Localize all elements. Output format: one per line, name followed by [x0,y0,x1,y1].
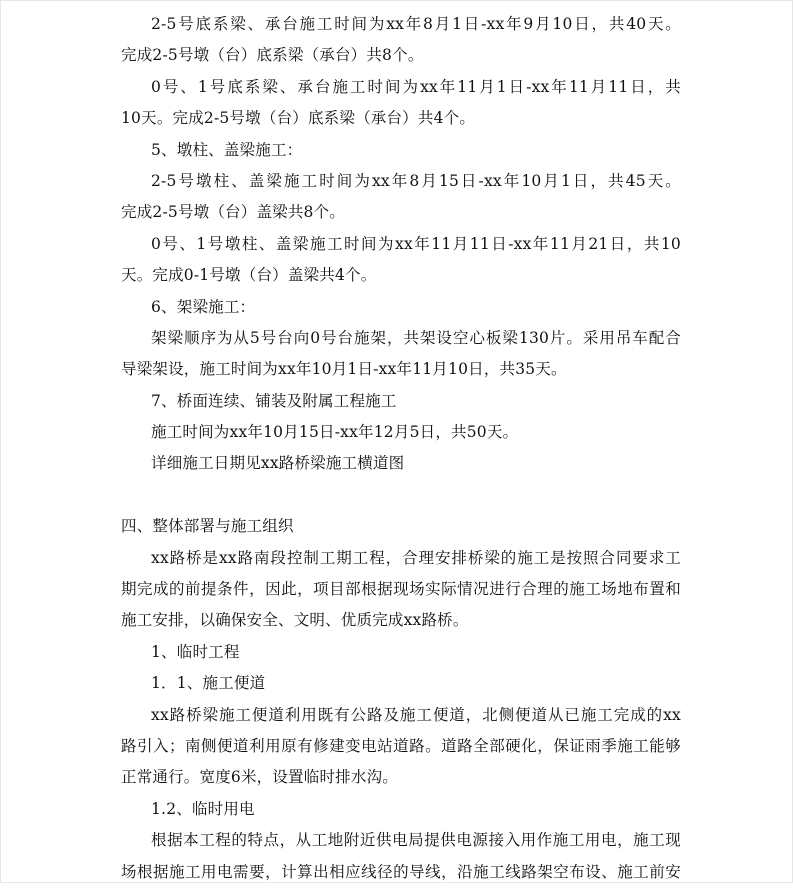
text-line: 天。完成0-1号墩（台）盖梁共4个。 [121,266,377,285]
text-line: 7、桥面连续、铺装及附属工程施工 [151,391,397,410]
blank-line [121,480,681,511]
text-line: 2-5号底系梁、承台施工时间为xx年8月1日-xx年9月10日，共40天。 [151,15,681,33]
text-line: 架梁顺序为从5号台向0号台施架，共架设空心板梁130片。采用吊车配合 [151,328,681,347]
text-line: 0号、1号底系梁、承台施工时间为xx年11月1日-xx年11月11日，共 [151,77,681,96]
text-line: 施工时间为xx年10月15日-xx年12月5日，共50天。 [151,423,519,442]
text-line: 路引入；南侧便道利用原有修建变电站道路。道路全部硬化，保证雨季施工能够 [121,736,681,755]
text-line: 正常通行。宽度6米，设置临时排水沟。 [121,768,398,787]
text-line: 0号、1号墩柱、盖梁施工时间为xx年11月11日-xx年11月21日，共10 [151,234,681,253]
text-line: 5、墩柱、盖梁施工： [151,140,303,159]
document-body [121,9,681,888]
text-line: 期完成的前提条件，因此，项目部根据现场实际情况进行合理的施工场地布置和 [121,580,681,599]
text-line: 施工安排，以确保安全、文明、优质完成xx路桥。 [121,611,469,630]
text-line: 1、临时工程 [151,642,240,661]
text-line: 完成2-5号墩（台）盖梁共8个。 [121,203,346,222]
text-line: 1．1、施工便道 [151,674,266,693]
text-line: 场根据施工用电需要，计算出相应线径的导线，沿施工线路架空布设、施工前安 [121,862,681,881]
text-line: 10天。完成2-5号墩（台）底系梁（承台）共4个。 [121,109,476,128]
text-line: xx路桥梁施工便道利用既有公路及施工便道，北侧便道从已施工完成的xx [151,705,681,724]
text-line: 四、整体部署与施工组织 [121,517,294,536]
text-line: 导梁架设，施工时间为xx年10月1日-xx年11月10日，共35天。 [121,360,567,379]
text-line: 6、架梁施工： [151,297,256,316]
text-line: 完成2-5号墩（台）底系梁（承台）共8个。 [121,46,424,65]
text-line: 2-5号墩柱、盖梁施工时间为xx年8月15日-xx年10月1日，共45天。 [151,171,681,190]
text-line: 1.2、临时用电 [151,799,255,818]
text-line: xx路桥是xx路南段控制工期工程，合理安排桥梁的施工是按照合同要求工 [151,548,681,567]
text-line: 根据本工程的特点，从工地附近供电局提供电源接入用作施工用电，施工现 [151,831,681,850]
text-line: 详细施工日期见xx路桥梁施工横道图 [151,454,405,473]
